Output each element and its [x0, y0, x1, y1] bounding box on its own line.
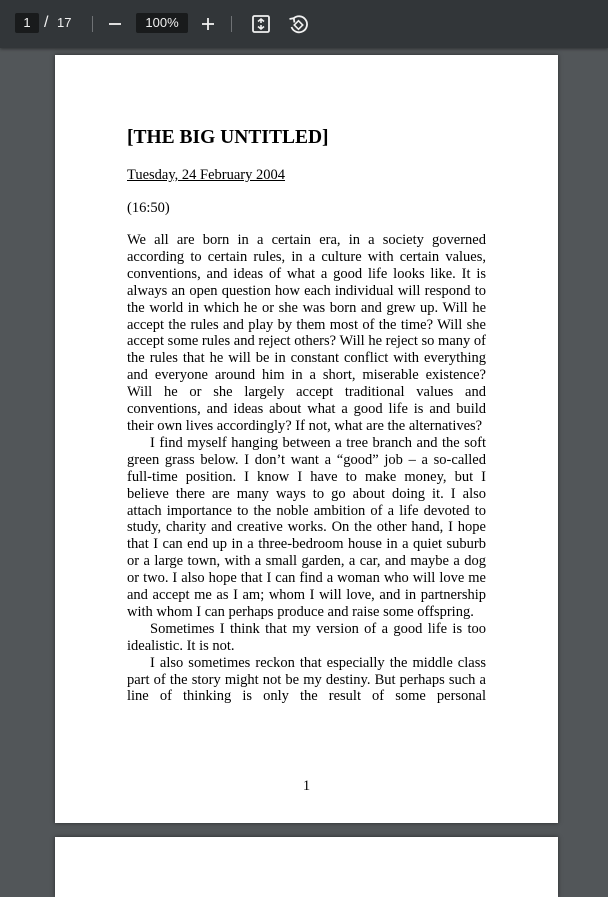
document-time: (16:50) — [127, 200, 170, 216]
zoom-level-input[interactable]: 100% — [136, 13, 188, 33]
toolbar-divider — [231, 16, 232, 32]
body-paragraph: I also sometimes reckon that especially the middle class part of the story might not be my destiny. But perhaps such a line of thinking is only the result of some personal — [127, 654, 486, 705]
page-separator: / — [44, 14, 49, 31]
zoom-out-button[interactable] — [104, 12, 126, 36]
total-pages-label: 17 — [57, 15, 72, 30]
page-footer-number: 1 — [302, 778, 311, 794]
fit-to-page-button[interactable] — [249, 12, 273, 36]
minus-icon — [104, 12, 126, 36]
document-title: [THE BIG UNTITLED] — [127, 127, 329, 148]
document-body — [127, 232, 486, 705]
document-date: Tuesday, 24 February 2004 — [127, 167, 286, 183]
rotate-icon — [286, 12, 310, 36]
page-number-input[interactable]: 1 — [15, 13, 39, 33]
zoom-in-button[interactable] — [197, 12, 219, 36]
fit-page-icon — [249, 12, 273, 36]
toolbar-divider — [92, 16, 93, 32]
next-document-page — [55, 837, 558, 897]
body-paragraph: I find myself hanging between a tree branch and the soft green grass below. I don’t want a “good” job – a so-called full-time position. I know I have to make money, but I believe there are many ways to go about doing it. I also attach importance to the noble ambition of a life devoted to study, charity and creative works. On the other hand, I hope that I can end up in a three-bedroom house in a quiet suburb or a large town, with a small garden, a car, and maybe a dog or two. I also hope that I can find a woman who will love me and accept me as I am; whom I will love, and in partnership with whom I can perhaps produce and raise some offspring. — [127, 434, 486, 620]
document-page — [55, 55, 558, 823]
plus-icon — [197, 12, 219, 36]
body-paragraph: We all are born in a certain era, in a society governed according to certain rules, in a culture with certain values, conventions, and ideas of what a good life looks like. It is always an open question how each individual will respond to the world in which he or she was born and grew up. Will he accept the rules and play by them most of the time? Will she accept some rules and reject others? Will he reject so many of the rules that he will be in constant conflict with everything and everyone around him in a short, miserable existence? Will he or she largely accept traditional values and conventions, and ideas about what a good life is and build their own lives accordingly? If not, what are the alternatives? — [127, 232, 486, 434]
pdf-toolbar — [0, 0, 608, 48]
body-paragraph: Sometimes I think that my version of a good life is too idealistic. It is not. — [127, 620, 486, 654]
rotate-button[interactable] — [286, 12, 310, 36]
